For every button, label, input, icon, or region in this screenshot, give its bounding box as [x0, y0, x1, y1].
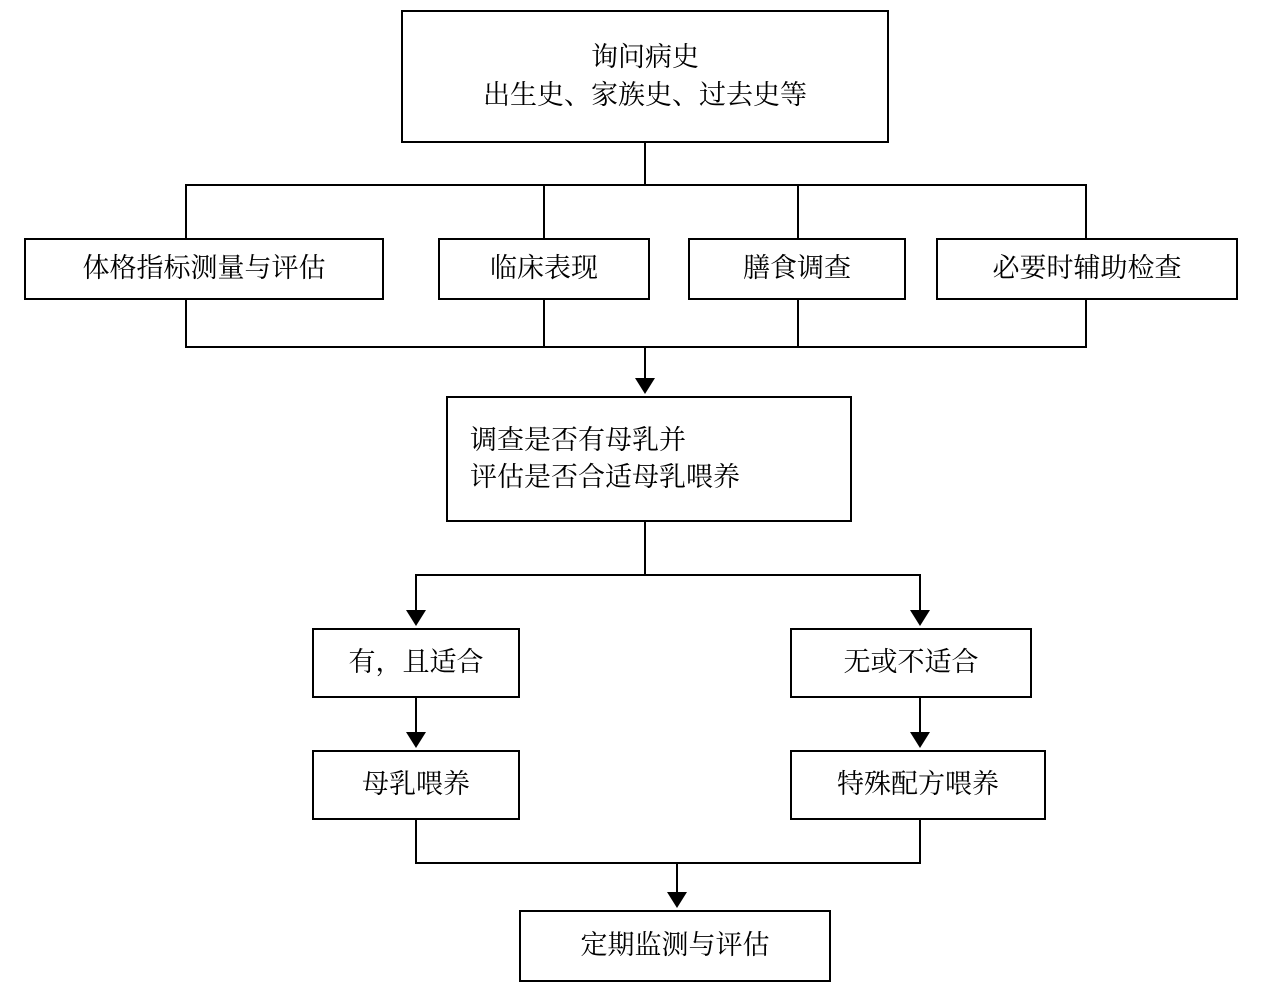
node-anthropometry-label: 体格指标测量与评估 [82, 253, 326, 284]
node-diet-survey-label: 膳食调查 [743, 253, 851, 284]
node-history-line2: 出生史、家族史、过去史等 [483, 79, 807, 110]
node-history-line1: 询问病史 [591, 42, 699, 73]
connector-branch-right [919, 574, 921, 612]
connector-bus-top [185, 184, 1085, 186]
connector-bus-to-diet [797, 184, 799, 238]
connector-bus-to-clinical [543, 184, 545, 238]
node-auxiliary-exam [936, 238, 1238, 300]
connector-not-suitable-down [919, 698, 921, 734]
node-clinical [438, 238, 650, 300]
node-breastmilk-assessment-line1: 调查是否有母乳并 [470, 424, 686, 455]
connector-bus-to-anthropometry [185, 184, 187, 238]
node-breastfeeding-label: 母乳喂养 [362, 769, 470, 800]
node-breastfeeding [312, 750, 520, 820]
node-suitable-label: 有，且适合 [348, 647, 484, 678]
node-clinical-label: 临床表现 [490, 253, 598, 284]
node-monitoring-label: 定期监测与评估 [580, 930, 770, 961]
connector-clinical-down [543, 300, 545, 348]
connector-diet-down [797, 300, 799, 348]
connector-assessment-down [644, 522, 646, 576]
arrow-to-not-suitable [910, 610, 930, 626]
connector-suitable-down [415, 698, 417, 734]
arrow-to-suitable [406, 610, 426, 626]
node-anthropometry [24, 238, 384, 300]
connector-bus-bottom [185, 346, 1085, 348]
connector-merge-bus [415, 862, 921, 864]
node-monitoring [519, 910, 831, 982]
node-diet-survey [688, 238, 906, 300]
node-history [401, 10, 889, 143]
arrow-to-formula-feeding [910, 732, 930, 748]
node-breastmilk-assessment [446, 396, 852, 522]
connector-formula-down [919, 820, 921, 864]
arrow-to-monitoring [667, 892, 687, 908]
node-formula-feeding-label: 特殊配方喂养 [837, 769, 999, 800]
connector-auxiliary-down [1085, 300, 1087, 348]
connector-anthropometry-down [185, 300, 187, 348]
node-auxiliary-exam-label: 必要时辅助检查 [992, 253, 1182, 284]
arrow-to-breastfeeding [406, 732, 426, 748]
arrow-to-assessment [635, 378, 655, 394]
node-suitable [312, 628, 520, 698]
node-not-suitable-label: 无或不适合 [843, 647, 979, 678]
node-breastmilk-assessment-line2: 评估是否合适母乳喂养 [470, 462, 740, 492]
connector-breastfeeding-down [415, 820, 417, 864]
connector-branch-bus [415, 574, 921, 576]
connector-branch-left [415, 574, 417, 612]
connector-merge-to-monitoring [676, 862, 678, 894]
connector-history-down [644, 143, 646, 184]
connector-bus-to-auxiliary [1085, 184, 1087, 238]
node-formula-feeding [790, 750, 1046, 820]
node-not-suitable [790, 628, 1032, 698]
connector-bus-to-assessment [644, 346, 646, 380]
